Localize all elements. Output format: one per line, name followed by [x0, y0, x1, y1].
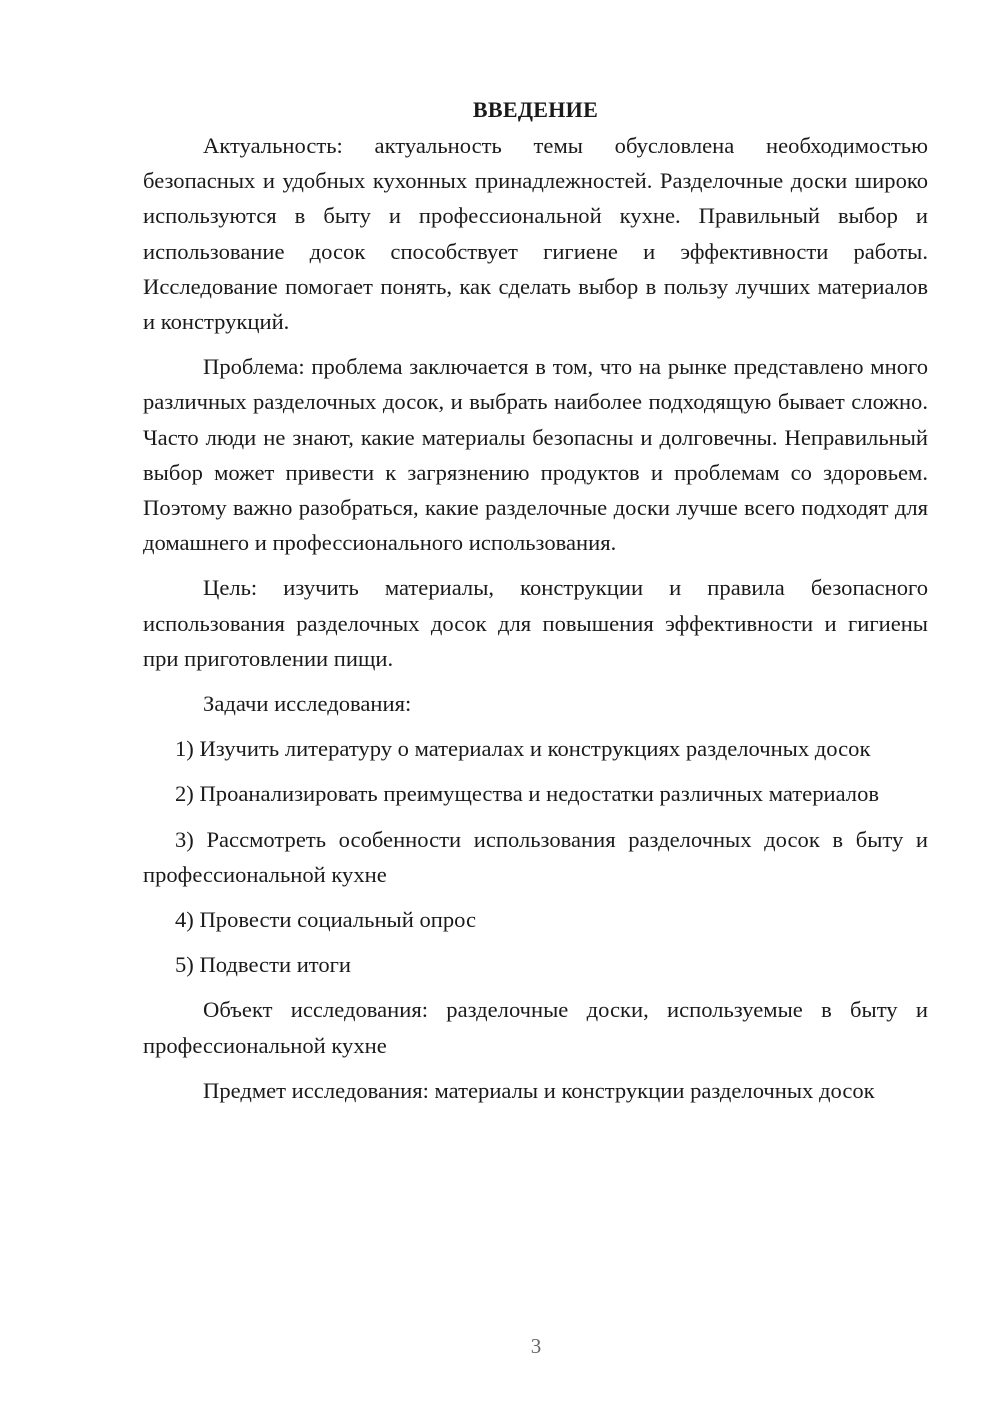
task-item: 4) Провести социальный опрос [175, 907, 477, 933]
tasks-heading: Задачи исследования: [203, 691, 412, 717]
object-paragraph: Объект исследования: разделочные доски, используемые в быту и профессиональной кухне [143, 997, 928, 1058]
page-number: 3 [530, 1334, 542, 1358]
subject-paragraph: Предмет исследования: материалы и конструкции разделочных досок [203, 1077, 875, 1103]
problem-paragraph: Проблема: проблема заключается в том, что на рынке представлено много различных разделочных досок, и выбрать наиболее подходящую бывает сложно. Часто люди не знают, какие материалы безопасны и долговечны. Неправильный выбор может привести к загрязнению продуктов и проблемам со здоровьем. Поэтому важно разобраться, какие разделочные доски лучше всего подходят для домашнего и профессионального использования. [143, 354, 928, 556]
relevance-paragraph: Актуальность: актуальность темы обусловлена необходимостью безопасных и удобных кухонных принадлежностей. Разделочные доски широко используются в быту и профессиональной кухне. Правильный выбор и использование досок способствует гигиене и эффективности работы. Исследование помогает понять, как сделать выбор в пользу лучших материалов и конструкций. [143, 133, 928, 335]
task-item: 3) Рассмотреть особенности использования разделочных досок в быту и профессиональной кухне [143, 826, 928, 887]
task-item: 2) Проанализировать преимущества и недостатки различных материалов [175, 781, 880, 807]
task-item: 5) Подвести итоги [175, 952, 352, 978]
section-title: ВВЕДЕНИЕ [472, 97, 599, 122]
document-page [143, 92, 928, 1118]
goal-paragraph: Цель: изучить материалы, конструкции и правила безопасного использования разделочных досок для повышения эффективности и гигиены при приготовлении пищи. [143, 575, 928, 671]
task-item: 1) Изучить литературу о материалах и конструкциях разделочных досок [175, 736, 871, 762]
